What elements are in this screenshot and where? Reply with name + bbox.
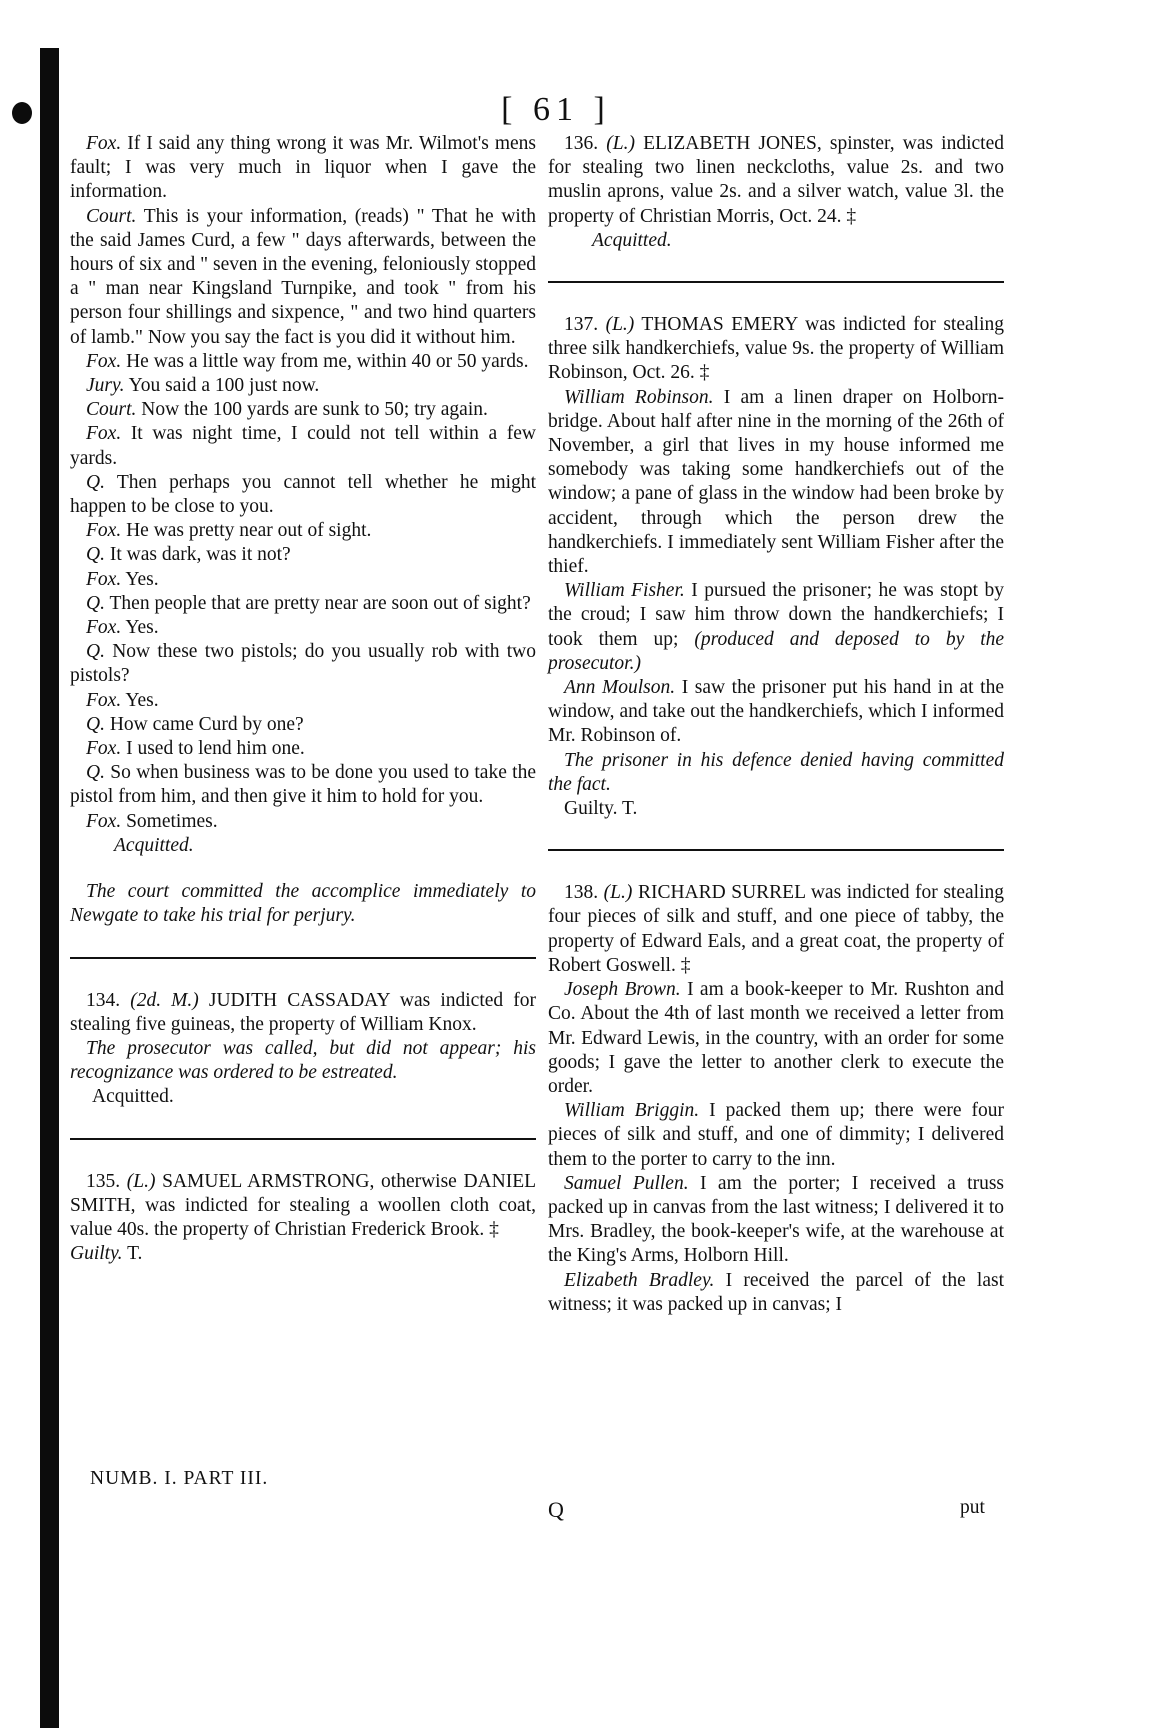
page-number: [ 61 ] xyxy=(501,91,611,128)
speech-text: Now these two pistols; do you usually rob with two pistols? xyxy=(70,641,536,687)
right-column xyxy=(548,132,1004,1317)
section-rule xyxy=(70,1138,536,1140)
dialogue-line xyxy=(70,568,536,592)
dialogue-line xyxy=(70,519,536,543)
speech-text: I am a linen draper on Holborn-bridge. About half after nine in the morning of the 26th of November, a girl that lives in my house informed me somebody was taking some handkerchiefs out of the window; a pane of glass in the window had been broke by accident, through which the person drew the handkerchiefs. I immediately sent William Fisher after the thief. xyxy=(548,386,1005,578)
case-135: 135. (L.) SAMUEL ARMSTRONG, otherwise DANIEL SMITH, was indicted for stealing a woollen cloth coat, value 40s. the property of Christian Frederick Brook. ‡ xyxy=(70,1170,537,1240)
case-134-verdict: Acquitted. xyxy=(92,1086,174,1108)
case-134: 134. (2d. M.) JUDITH CASSADAY was indicted for stealing five guineas, the property of William Knox. xyxy=(70,989,536,1035)
testimony-line xyxy=(548,386,1004,580)
left-column xyxy=(70,132,536,1266)
speaker-label: Q. xyxy=(86,592,105,614)
dialogue-line xyxy=(70,350,536,374)
section-rule xyxy=(70,957,536,959)
court-note: The court committed the accomplice immediately to Newgate to take his trial for perjury. xyxy=(70,881,536,927)
speaker-label: William Briggin. xyxy=(564,1100,700,1122)
speech-text: How came Curd by one? xyxy=(109,713,304,735)
case-137-testimony xyxy=(548,386,1004,749)
speaker-label: Fox. xyxy=(86,738,122,760)
dialogue-line xyxy=(70,737,536,761)
section-rule xyxy=(548,849,1004,851)
speech-text: Then perhaps you cannot tell whether he might happen to be close to you. xyxy=(70,471,536,518)
speech-text: Now the 100 yards are sunk to 50; try again. xyxy=(141,399,488,421)
speaker-label: Fox. xyxy=(86,617,122,639)
speech-text: Sometimes. xyxy=(126,810,218,832)
speaker-label: Joseph Brown. xyxy=(564,979,681,1001)
dialogue-line xyxy=(70,761,536,809)
speech-text: I saw the prisoner put his hand in at the window, and take out the handkerchiefs, which I informed Mr. Robinson of. xyxy=(548,677,1004,747)
case-138-testimony xyxy=(548,978,1004,1317)
binding-edge xyxy=(40,48,59,1728)
dialogue-line xyxy=(70,422,536,470)
speaker-label: Elizabeth Bradley. xyxy=(564,1269,715,1291)
speech-text: I am a book-keeper to Mr. Rushton and Co. About the 4th of last month we received a letter from Mr. Edward Lewis, in the country, with an order for some goods; I gave the letter to another clerk to execute the order. xyxy=(548,979,1005,1097)
dialogue-line xyxy=(70,640,536,688)
speaker-label: Fox. xyxy=(86,520,122,542)
speech-text: I pursued the prisoner; he was stopt by the croud; I saw him throw down the handkerchiefs; I took them up; xyxy=(548,580,1005,650)
speech-text: It was night time, I could not tell within a few yards. xyxy=(70,423,536,469)
speaker-label: Court. xyxy=(86,205,137,227)
dialogue-line xyxy=(70,616,536,640)
speaker-label: William Robinson. xyxy=(564,386,714,408)
dialogue-line xyxy=(70,592,536,616)
dialogue-line xyxy=(70,132,536,205)
speech-text: I used to lend him one. xyxy=(126,738,305,760)
speaker-label: Ann Moulson. xyxy=(564,677,676,699)
speech-text: You said a 100 just now. xyxy=(128,375,320,397)
speech-text: Yes. xyxy=(125,568,159,590)
footer-number-part: NUMB. I. PART III. xyxy=(90,1468,269,1489)
speech-text: If I said any thing wrong it was Mr. Wilmot's mens fault; I was very much in liquor when I gave the information. xyxy=(70,133,536,203)
testimony-line xyxy=(548,978,1004,1099)
testimony-line xyxy=(548,1172,1004,1269)
left-dialogue xyxy=(70,132,536,834)
case-138: 138. (L.) RICHARD SURREL was indicted for stealing four pieces of silk and stuff, and one piece of tabby, the property of Edward Eals, and a great coat, the property of Robert Goswell. ‡ xyxy=(548,882,1004,976)
speaker-label: Q. xyxy=(86,713,105,735)
case-136: 136. (L.) ELIZABETH JONES, spinster, was indicted for stealing two linen neckcloths, value 2s. and two muslin aprons, value 2s. and a silver watch, value 3l. the property of Christian Morris, Oct. 24. ‡ xyxy=(548,133,1004,227)
dialogue-line xyxy=(70,205,536,350)
speaker-label: Fox. xyxy=(86,133,122,154)
speaker-label: William Fisher. xyxy=(564,580,685,602)
catchword: put xyxy=(960,1497,985,1518)
dialogue-line xyxy=(70,689,536,713)
case-135-verdict: Guilty. T. xyxy=(70,1243,143,1265)
speech-text: So when business was to be done you used to take the pistol from him, and then give it him to hold for you. xyxy=(70,762,537,808)
speech-text: Yes. xyxy=(125,689,159,711)
speaker-label: Fox. xyxy=(86,423,122,445)
speaker-label: Fox. xyxy=(86,689,122,711)
speaker-label: Q. xyxy=(86,544,105,566)
dialogue-line xyxy=(70,398,536,422)
speaker-label: Fox. xyxy=(86,568,122,590)
dialogue-line xyxy=(70,713,536,737)
case-134-note: The prosecutor was called, but did not appear; his recognizance was ordered to be estreated. xyxy=(70,1037,536,1084)
testimony-line xyxy=(548,1099,1004,1172)
speaker-label: Court. xyxy=(86,399,137,421)
testimony-line xyxy=(548,579,1004,676)
dialogue-line xyxy=(70,810,536,834)
speaker-label: Fox. xyxy=(86,810,122,832)
speaker-label: Q. xyxy=(86,762,105,784)
case-137-defence: The prisoner in his defence denied having committed the fact. xyxy=(548,749,1004,795)
punch-hole xyxy=(12,102,32,124)
speech-aside: (produced and deposed to by the prosecutor.) xyxy=(548,628,1005,674)
speech-text: He was a little way from me, within 40 or 50 yards. xyxy=(126,350,529,372)
speech-text: Yes. xyxy=(125,617,159,639)
dialogue-line xyxy=(70,543,536,567)
speech-text: He was pretty near out of sight. xyxy=(126,520,372,542)
speaker-label: Samuel Pullen. xyxy=(564,1172,689,1194)
speech-text: I am the porter; I received a truss packed up in canvas from the last witness; I delivered it to Mrs. Bradley, the book-keeper's wife, at the warehouse at the King's Arms, Holborn Hill. xyxy=(548,1172,1005,1267)
case-137-verdict: Guilty. T. xyxy=(564,798,638,820)
case-137: 137. (L.) THOMAS EMERY was indicted for stealing three silk handkerchiefs, value 9s. the property of William Robinson, Oct. 26. ‡ xyxy=(548,314,1004,384)
speaker-label: Q. xyxy=(86,471,105,493)
speech-text: I packed them up; there were four pieces of silk and stuff, and one of dimmity; I delivered them to the porter to carry to the inn. xyxy=(548,1100,1005,1170)
dialogue-line xyxy=(70,374,536,398)
speech-text: Then people that are pretty near are soon out of sight? xyxy=(109,592,531,614)
speaker-label: Fox. xyxy=(86,350,122,372)
testimony-line xyxy=(548,676,1004,749)
speaker-label: Q. xyxy=(86,641,105,663)
speaker-label: Jury. xyxy=(86,375,125,397)
speech-text: I received the parcel of the last witness; it was packed up in canvas; I xyxy=(548,1269,1005,1315)
testimony-line xyxy=(548,1269,1004,1317)
section-rule xyxy=(548,281,1004,283)
signature-mark: Q xyxy=(548,1497,564,1522)
dialogue-line xyxy=(70,471,536,519)
speech-text: This is your information, (reads) " That he with the said James Curd, a few " days afterwards, between the hours of six and " seven in the evening, feloniously stopped a " man near Kingsland Turnpike, and took " from his person four shillings and sixpence, " and two hind quarters of lamb." Now you say the fact is you did it without him. xyxy=(70,205,536,348)
speech-text: It was dark, was it not? xyxy=(109,544,291,566)
verdict-acquitted-133: Acquitted. xyxy=(114,834,194,856)
case-136-verdict: Acquitted. xyxy=(592,229,672,251)
